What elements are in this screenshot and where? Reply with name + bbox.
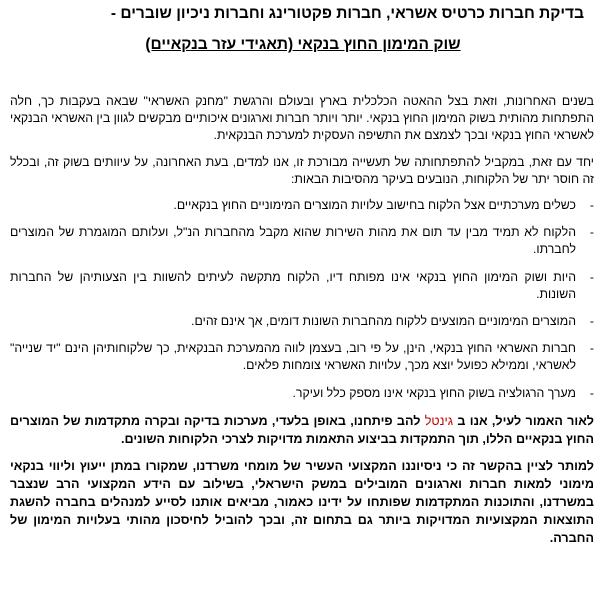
closing-paragraph-1 xyxy=(10,412,594,448)
closing-text-end: להב פיתחנו, באופן בלעדי, מערכות בדיקה ובקרה מתקדמות של המוצרים החוץ בנקאיים הללו, תוך התמקדות בביצוע התאמות מדויקות לצרכי הלקוחות השונים. xyxy=(10,413,594,446)
document-title: בדיקת חברות כרטיס אשראי, חברות פקטורינג וחברות ניכיון שוברים - xyxy=(110,5,584,22)
document-body xyxy=(10,93,594,547)
list-item: - חברות האשראי החוץ בנקאי, הינן, על פי רוב, בעצמן לווה מהמערכת הבנקאית, כך שלקוחותיהן הינם "יד שנייה" לאשראי, וממילא כפועל יוצא מכך, עלויות האשראי צומחות פלאים. xyxy=(10,340,594,374)
list-item: - כשלים מערכתיים אצל הלקוח בחישוב עלויות המוצרים המימוניים החוץ בנקאיים. xyxy=(10,197,594,214)
list-item: - הלקוח לא תמיד מבין עד תום את מהות השירות שהוא מקבל מהחברות הנ"ל, ועלותם המוגמרת של המוצרים לחברתו. xyxy=(10,224,594,258)
closing-text-start: לאור האמור לעיל, אנו ב xyxy=(453,413,595,428)
list-item: - היות ושוק המימון החוץ בנקאי אינו מפותח דיו, הלקוח מתקשה לעיתים להשוות בין הצעותיהן של החברות השונות. xyxy=(10,269,594,303)
brand-name: גינטל xyxy=(424,413,454,428)
list-item: - מערך הרגולציה בשוק החוץ בנקאי אינו מספק כלל ועיקר. xyxy=(10,385,594,402)
document-subtitle: שוק המימון החוץ בנקאי (תאגידי עזר בנקאיים) xyxy=(145,36,461,53)
intro-paragraph-2: יחד עם זאת, במקביל להתפתחותה של תעשייה מבורכת זו, אנו למדים, בעת האחרונה, על עיוותים בשוק זה, ובכלל זה חוסר יתר של הלקוחות, הנובעים בעיקר מהסיבות הבאות: xyxy=(10,154,594,186)
intro-paragraph-1: בשנים האחרונות, וזאת בצל ההאטה הכלכלית בארץ ובעולם והרגשת "מחנק האשראי" שבאה בעקבות כך, חלה התפתחות מהותית בשוק המימון החוץ בנקאי. יותר ויותר חברות וארגונים איכותיים מבקשים לגוון בין האשראי הבנקאי לאשראי החוץ בנקאי ובכך לצמצם את התשיפה העסקית למערכת הבנקאית. xyxy=(10,94,594,143)
closing-paragraph-2: למותר לציין בהקשר זה כי ניסיוננו המקצועי העשיר של מומחי משרדנו, שמקורו במתן ייעוץ וליווי בנקאי מימוני למאות חברות וארגונים המובילים במשק הישראלי, בשילוב עם הידע המקצועי הרב שנצבר במשרדנו, והתוכנות המתקדמות שפותחו על ידינו כאמור, מביאים אותנו לסייע למנהלים בחברה להשגת התוצאות המקצועיות המדויקות ביותר גם בתחום זה, ובכך להוביל לחיסכון מהותי בעלויות המימון של החברה. xyxy=(10,458,594,545)
list-item: - המוצרים המימוניים המוצעים ללקוח מהחברות השונות דומים, אך אינם זהים. xyxy=(10,313,594,330)
issues-list xyxy=(10,197,594,402)
